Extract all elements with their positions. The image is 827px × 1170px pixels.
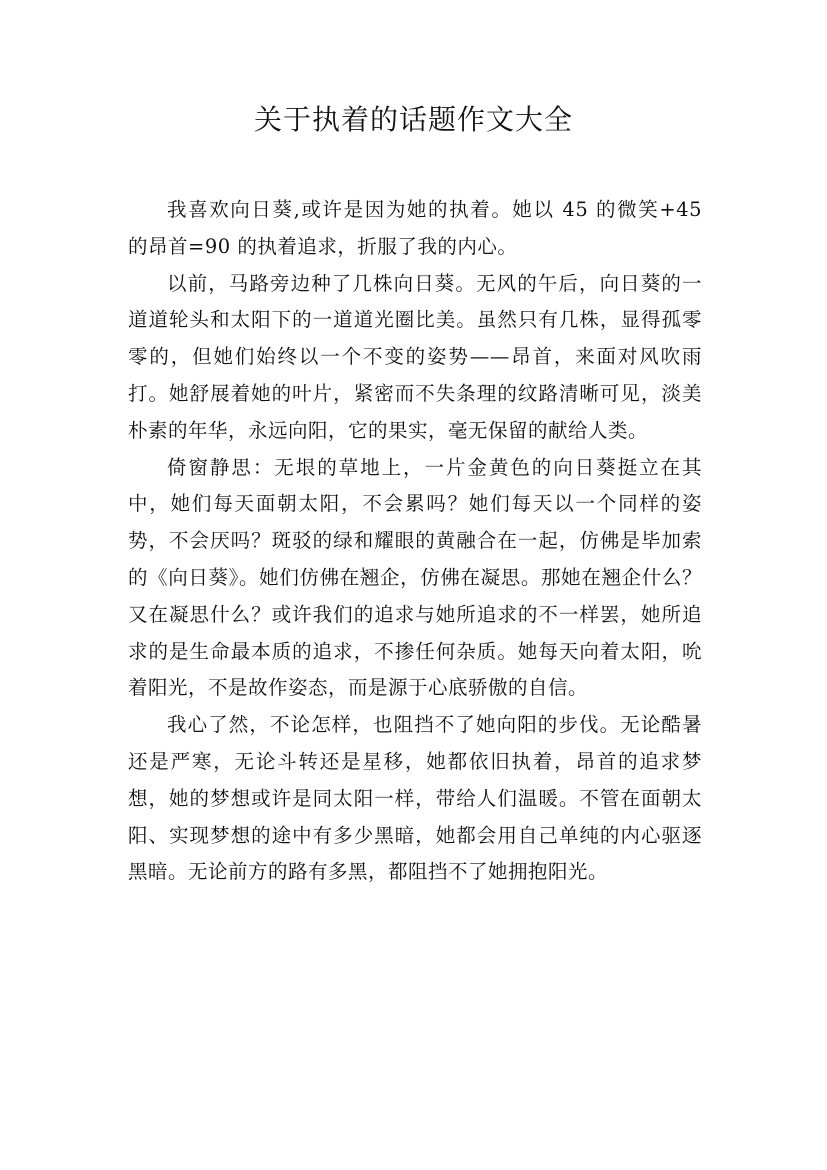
paragraph-4: 我心了然，不论怎样，也阻挡不了她向阳的步伐。无论酷暑还是严寒，无论斗转还是星移，她都依旧执着，昂首的追求梦想，她的梦想或许是同太阳一样，带给人们温暖。不管在面朝太阳、实现梦想的途中有多少黑暗，她都会用自己单纯的内心驱逐黑暗。无论前方的路有多黑，都阻挡不了她拥抱阳光。 — [128, 713, 702, 884]
paragraph-1: 我喜欢向日葵,或许是因为她的执着。她以 45 的微笑+45 的昂首=90 的执着追求，折服了我的内心。 — [128, 198, 702, 258]
paragraph-2: 以前，马路旁边种了几株向日葵。无风的午后，向日葵的一道道轮头和太阳下的一道道光圈比美。虽然只有几株，显得孤零零的，但她们始终以一个不变的姿势——昂首，来面对风吹雨打。她舒展着她的叶片，紧密而不失条理的纹路清晰可见，淡美朴素的年华，永远向阳，它的果实，毫无保留的献给人类。 — [128, 271, 702, 442]
document-title: 关于执着的话题作文大全 — [253, 103, 573, 136]
document-body — [128, 192, 702, 891]
paragraph-3: 倚窗静思：无垠的草地上，一片金黄色的向日葵挺立在其中，她们每天面朝太阳，不会累吗？她们每天以一个同样的姿势，不会厌吗？斑驳的绿和耀眼的黄融合在一起，仿佛是毕加索的《向日葵》。她们仿佛在翘企，仿佛在凝思。那她在翘企什么？又在凝思什么？或许我们的追求与她所追求的不一样罢，她所追求的是生命最本质的追求，不掺任何杂质。她每天向着太阳，吮着阳光，不是故作姿态，而是源于心底骄傲的自信。 — [128, 455, 702, 700]
